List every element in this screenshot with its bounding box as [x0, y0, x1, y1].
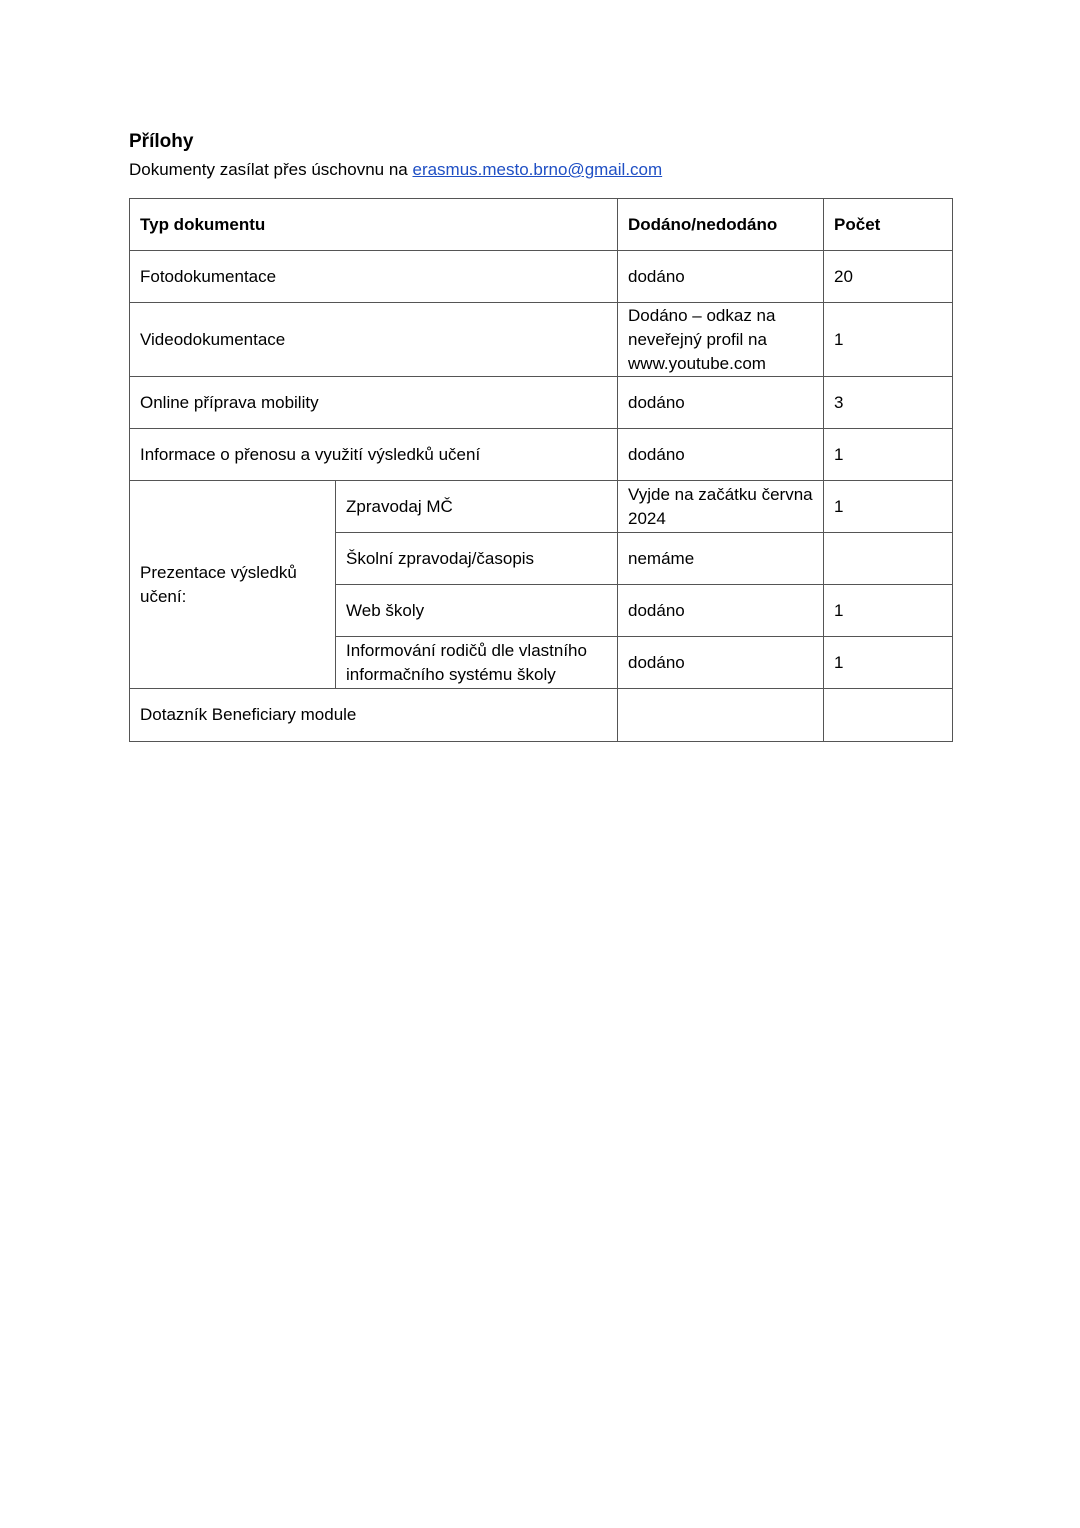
cell-count: 1: [824, 429, 953, 481]
table-row: [130, 429, 953, 481]
cell-status: dodáno: [618, 429, 824, 481]
cell-type: Videodokumentace: [130, 303, 618, 377]
cell-status: dodáno: [618, 637, 824, 689]
cell-status: dodáno: [618, 251, 824, 303]
cell-count: 1: [824, 481, 953, 533]
cell-status: dodáno: [618, 377, 824, 429]
cell-subtype: Zpravodaj MČ: [336, 481, 618, 533]
cell-subtype: Informování rodičů dle vlastního informačního systému školy: [336, 637, 618, 689]
cell-subtype: Školní zpravodaj/časopis: [336, 533, 618, 585]
header-delivered: Dodáno/nedodáno: [618, 199, 824, 251]
cell-status: [618, 689, 824, 742]
table-row: [130, 303, 953, 377]
cell-status: dodáno: [618, 585, 824, 637]
intro-text: Dokumenty zasílat přes úschovnu na: [129, 160, 413, 179]
attachments-table: [129, 198, 953, 742]
cell-status: nemáme: [618, 533, 824, 585]
cell-count: 1: [824, 303, 953, 377]
header-count: Počet: [824, 199, 953, 251]
page-title: Přílohy: [129, 131, 194, 152]
intro-paragraph: [129, 159, 662, 181]
cell-type: Online příprava mobility: [130, 377, 618, 429]
cell-count: [824, 689, 953, 742]
cell-status: Vyjde na začátku června 2024: [618, 481, 824, 533]
cell-type: Dotazník Beneficiary module: [130, 689, 618, 742]
cell-type: Informace o přenosu a využití výsledků učení: [130, 429, 618, 481]
table-row: [130, 689, 953, 742]
cell-count: [824, 533, 953, 585]
email-link[interactable]: erasmus.mesto.brno@gmail.com: [412, 160, 663, 179]
cell-status: Dodáno – odkaz na neveřejný profil na www.youtube.com: [618, 303, 824, 377]
table-row: [130, 481, 953, 533]
cell-type: Fotodokumentace: [130, 251, 618, 303]
cell-count: 1: [824, 585, 953, 637]
cell-count: 20: [824, 251, 953, 303]
header-type: Typ dokumentu: [130, 199, 618, 251]
presentation-label: Prezentace výsledků učení:: [130, 481, 336, 689]
table-row: [130, 377, 953, 429]
cell-count: 1: [824, 637, 953, 689]
table-row: [130, 251, 953, 303]
table-header-row: [130, 199, 953, 251]
cell-subtype: Web školy: [336, 585, 618, 637]
cell-count: 3: [824, 377, 953, 429]
